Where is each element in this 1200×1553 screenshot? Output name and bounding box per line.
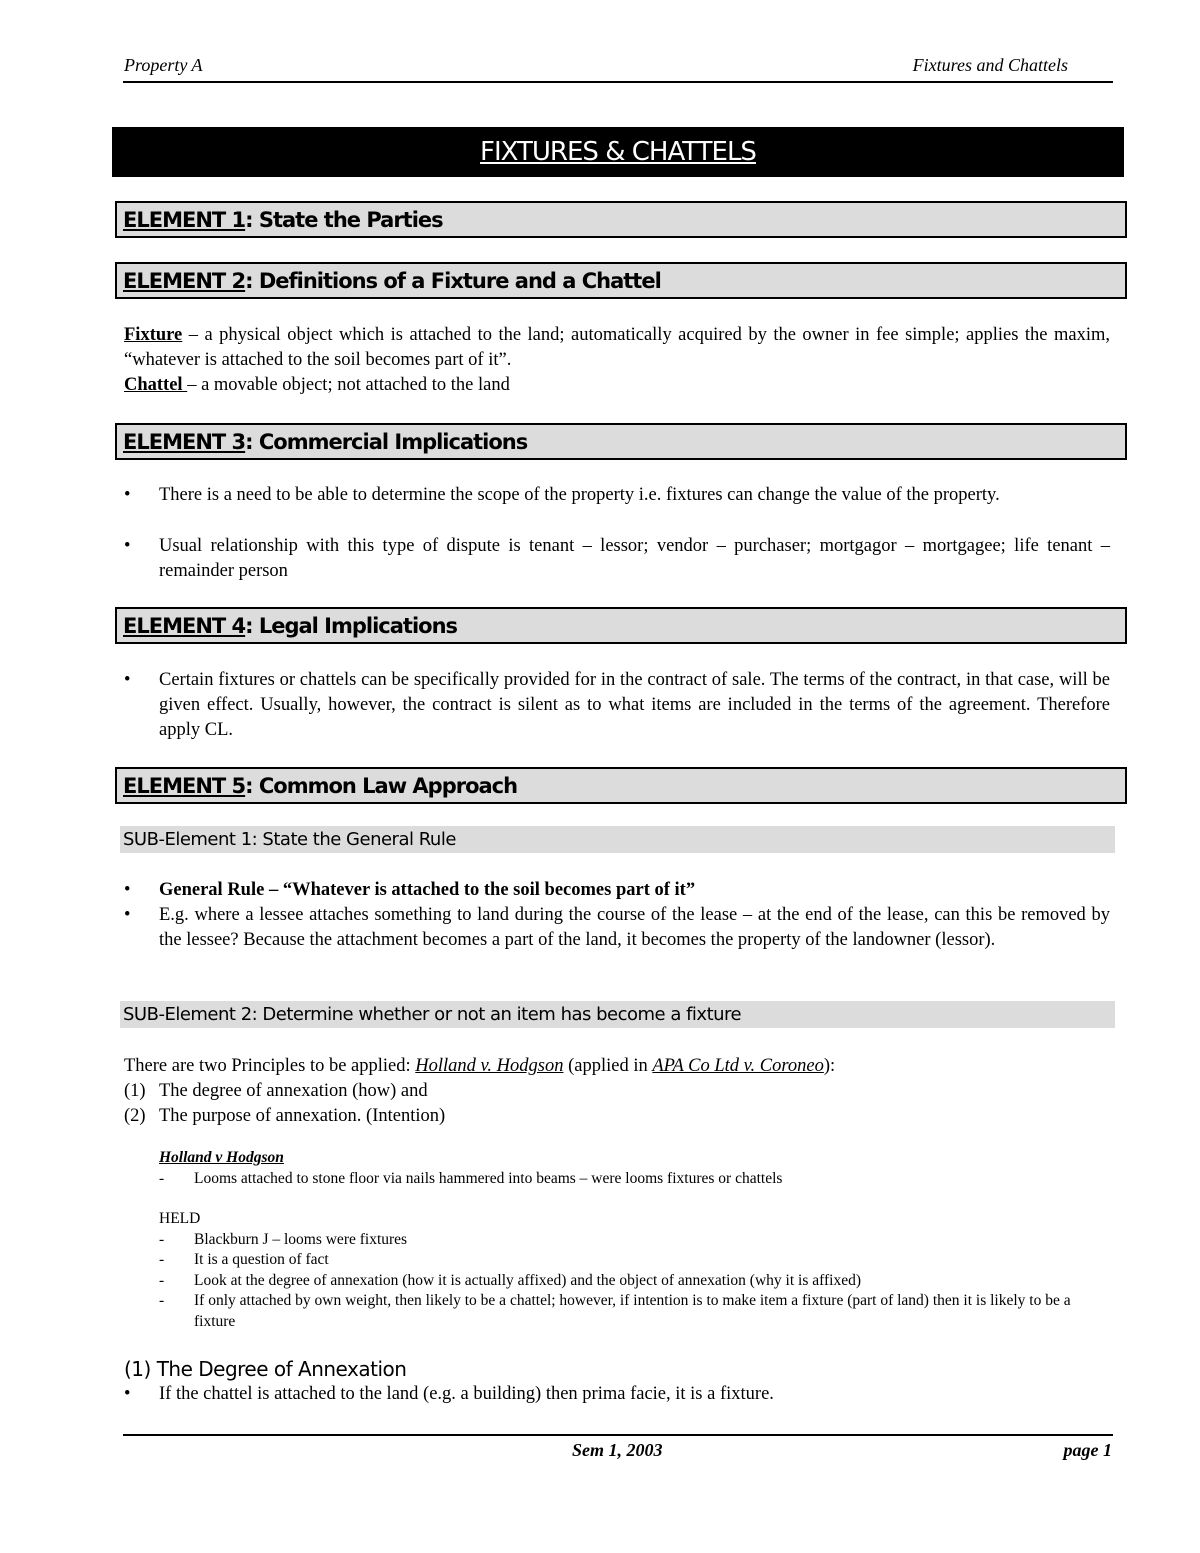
principle-text: The purpose of annexation. (Intention) bbox=[159, 1106, 446, 1126]
list-item bbox=[124, 878, 1110, 903]
general-rule: General Rule – “Whatever is attached to the soil becomes part of it” bbox=[159, 880, 696, 900]
element-4-heading bbox=[115, 607, 1127, 644]
fixture-term: Fixture bbox=[124, 325, 183, 345]
list-item bbox=[159, 1169, 1114, 1190]
dash-icon: - bbox=[159, 1251, 165, 1268]
list-item bbox=[124, 903, 1110, 953]
list-item bbox=[159, 1230, 1114, 1251]
held-point-1: Blackburn J – looms were fixtures bbox=[194, 1231, 408, 1248]
bullet-icon: • bbox=[124, 670, 131, 690]
degree-point-1: If the chattel is attached to the land (e.g. a building) then prima facie, it is a fixture. bbox=[159, 1384, 774, 1404]
principle-number: (2) bbox=[124, 1106, 146, 1126]
element-3-label: ELEMENT 3 bbox=[123, 430, 246, 454]
page-header bbox=[123, 55, 1113, 83]
principles-intro-c: ): bbox=[823, 1056, 836, 1076]
principle-text: The degree of annexation (how) and bbox=[159, 1081, 428, 1101]
element-4-label: ELEMENT 4 bbox=[123, 614, 246, 638]
commercial-point-2: Usual relationship with this type of dispute is tenant – lessor; vendor – purchaser; mortgagor – mortgagee; life tenant – remainder person bbox=[159, 536, 1110, 581]
case-facts: Looms attached to stone floor via nails hammered into beams – were looms fixtures or chattels bbox=[194, 1170, 783, 1187]
general-rule-example: E.g. where a lessee attaches something to land during the course of the lease – at the end of the lease, can this be removed by the lessee? Because the attachment becomes a part of the land, it becomes the property of the landowner (lessor). bbox=[159, 905, 1110, 950]
fixture-definition bbox=[124, 323, 1110, 373]
principles-intro-b: (applied in bbox=[563, 1056, 653, 1076]
footer-rule bbox=[123, 1434, 1113, 1436]
document-title-banner bbox=[112, 127, 1124, 177]
legal-point-1: Certain fixtures or chattels can be specifically provided for in the contract of sale. The terms of the contract, in that case, will be given effect. Usually, however, the contract is silent as to what items are included in the terms of the agreement. Therefore apply CL. bbox=[159, 670, 1110, 740]
footer-page-number: page 1 bbox=[1063, 1440, 1112, 1460]
dash-icon: - bbox=[159, 1272, 165, 1289]
list-item bbox=[159, 1271, 1114, 1292]
dash-icon: - bbox=[159, 1292, 165, 1309]
bullet-icon: • bbox=[124, 905, 131, 925]
element-5-label: ELEMENT 5 bbox=[123, 774, 246, 798]
element-1-text: : State the Parties bbox=[245, 208, 443, 232]
principle-item bbox=[124, 1104, 1110, 1129]
principle-item bbox=[124, 1079, 1110, 1104]
fixture-definition-text: – a physical object which is attached to the land; automatically acquired by the owner in fee simple; applies the maxim, “whatever is attached to the soil becomes part of it”. bbox=[124, 325, 1110, 370]
case-apa-coroneo-link: APA Co Ltd v. Coroneo bbox=[652, 1056, 824, 1076]
chattel-term: Chattel bbox=[124, 375, 188, 395]
footer-semester: Sem 1, 2003 bbox=[572, 1440, 663, 1460]
list-item bbox=[124, 534, 1110, 584]
principles-intro bbox=[124, 1054, 1110, 1079]
commercial-point-1: There is a need to be able to determine the scope of the property i.e. fixtures can change the value of the property. bbox=[159, 485, 1000, 505]
principles-intro-a: There are two Principles to be applied: bbox=[124, 1056, 416, 1076]
dash-icon: - bbox=[159, 1170, 165, 1187]
element-2-label: ELEMENT 2 bbox=[123, 269, 246, 293]
element-2-text: : Definitions of a Fixture and a Chattel bbox=[245, 269, 661, 293]
sub-element-1-heading: SUB-Element 1: State the General Rule bbox=[120, 826, 1115, 853]
list-item bbox=[124, 1382, 1110, 1407]
case-title: Holland v Hodgson bbox=[159, 1149, 284, 1166]
header-topic: Fixtures and Chattels bbox=[912, 55, 1068, 75]
element-1-label: ELEMENT 1 bbox=[123, 208, 246, 232]
bullet-icon: • bbox=[124, 880, 131, 900]
header-course: Property A bbox=[124, 55, 203, 75]
bullet-icon: • bbox=[124, 485, 131, 505]
held-point-3: Look at the degree of annexation (how it is actually affixed) and the object of annexation (why it is affixed) bbox=[194, 1272, 861, 1289]
element-3-text: : Commercial Implications bbox=[245, 430, 528, 454]
held-label: HELD bbox=[159, 1210, 201, 1227]
bullet-icon: • bbox=[124, 536, 131, 556]
principle-number: (1) bbox=[124, 1081, 146, 1101]
element-4-text: : Legal Implications bbox=[245, 614, 458, 638]
held-point-4: If only attached by own weight, then likely to be a chattel; however, if intention is to make item a fixture (part of land) then it is likely to be a fixture bbox=[194, 1292, 1071, 1330]
case-holland-hodgson-link: Holland v. Hodgson bbox=[415, 1056, 564, 1076]
document-title: FIXTURES & CHATTELS bbox=[480, 137, 756, 167]
element-2-heading bbox=[115, 262, 1127, 299]
chattel-definition bbox=[124, 373, 1110, 398]
element-5-text: : Common Law Approach bbox=[245, 774, 518, 798]
list-item bbox=[159, 1250, 1114, 1271]
list-item bbox=[124, 668, 1110, 743]
sub-element-2-heading: SUB-Element 2: Determine whether or not an item has become a fixture bbox=[120, 1001, 1115, 1028]
held-point-2: It is a question of fact bbox=[194, 1251, 329, 1268]
bullet-icon: • bbox=[124, 1384, 131, 1404]
element-5-heading bbox=[115, 767, 1127, 804]
element-3-heading bbox=[115, 423, 1127, 460]
list-item bbox=[124, 483, 1110, 508]
dash-icon: - bbox=[159, 1231, 165, 1248]
chattel-definition-text: – a movable object; not attached to the land bbox=[187, 375, 510, 395]
list-item bbox=[159, 1291, 1114, 1332]
element-1-heading bbox=[115, 201, 1127, 238]
degree-of-annexation-heading: (1) The Degree of Annexation bbox=[124, 1357, 407, 1381]
